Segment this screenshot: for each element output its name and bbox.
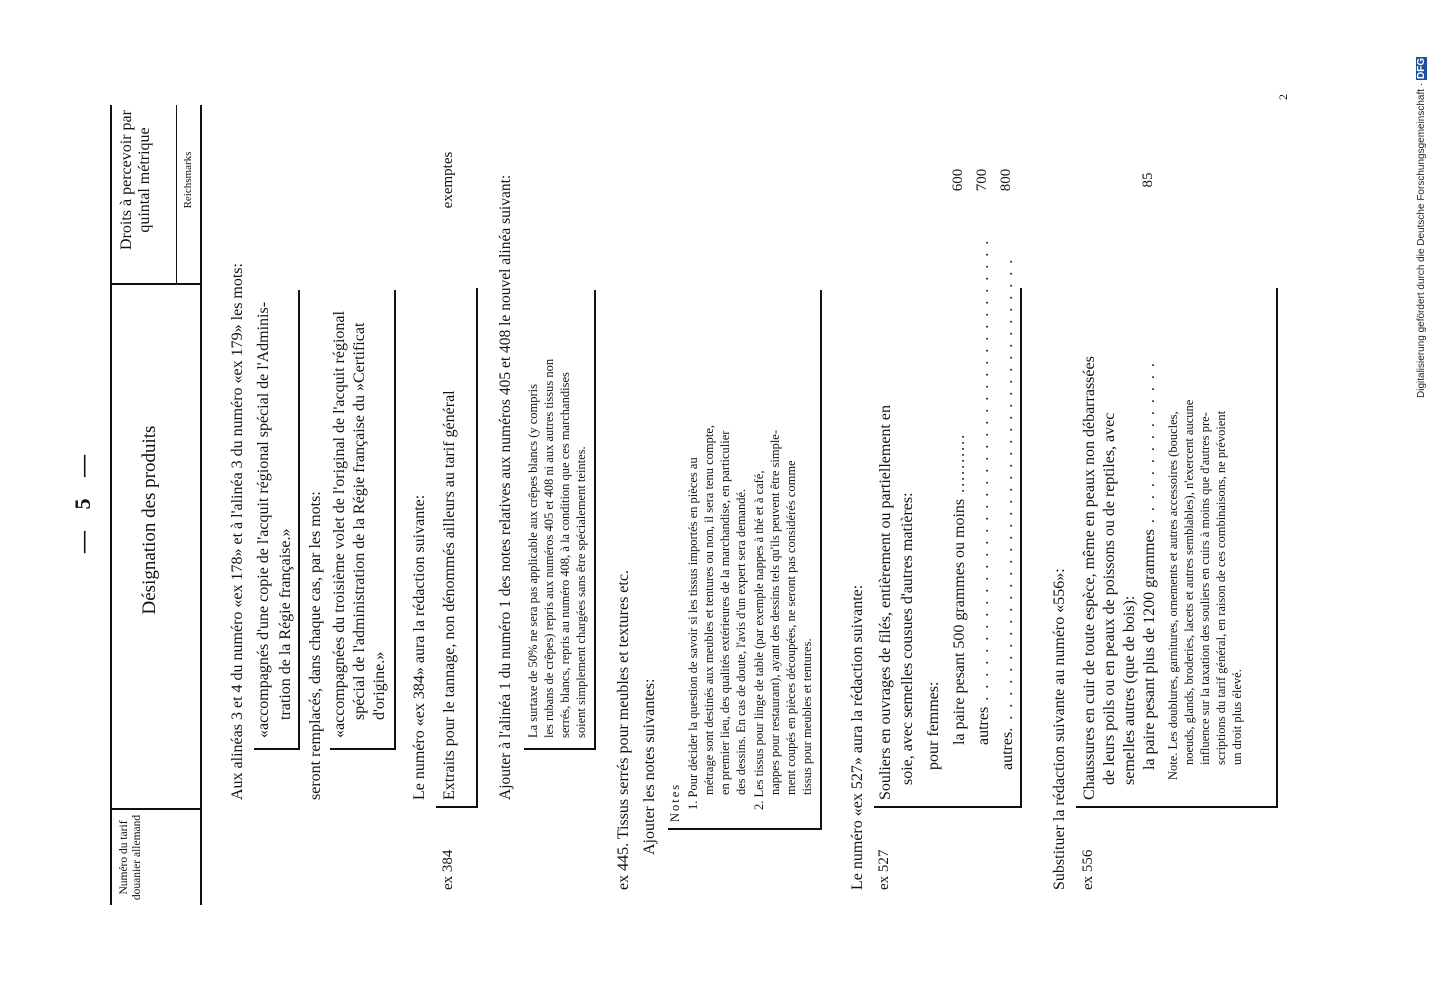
sec5-number: ex 527 <box>876 849 892 890</box>
sec4-n1-l4: des dessins. En cas de doute, l'avis d'un expert sera demandé. <box>734 488 748 795</box>
sec1-replaced: seront remplacés, dans chaque cas, par les mots: <box>307 491 324 800</box>
sec3-note-l1: La surtaxe de 50% ne sera pas applicable aux crêpes blancs (y compris <box>526 383 540 738</box>
sec4-n1-l3: en premier lieu, des qualités extérieures de la marchandise, en particulier <box>718 430 732 795</box>
sec6-l4: la paire pesant plus de 1200 grammes . . . . . . . . . . . . . . <box>1141 361 1158 770</box>
sec4-n1-l1: 1. Pour décider la question de savoir si les tissus importés en pièces au <box>686 457 700 810</box>
sec1-bar-2 <box>330 748 394 750</box>
sec4-title: ex 445. Tissus serrés pour meubles et textures etc. <box>615 570 632 890</box>
sec2-rule <box>476 288 478 808</box>
digitization-credit: Digitalisierung gefördert durch die Deutsche Forschungsgemeinschaft · DFG <box>1416 57 1427 398</box>
sec1-quote1-l2: tration de la Régie française.» <box>277 528 294 720</box>
sec6-duty: 85 <box>1140 172 1156 188</box>
sec3-bar <box>524 748 594 750</box>
sec5-l4: la paire pesant 500 grammes ou moins .......... <box>951 432 968 745</box>
sec4-n2-l2: nappes pour restaurant), ayant des dessins tels qu'ils peuvent être simple- <box>768 429 782 795</box>
sec5-duty-3: 800 <box>998 168 1014 192</box>
sec5-duty-1: 600 <box>950 168 966 192</box>
header-number: Numéro du tarif douanier allemand <box>118 814 143 901</box>
sec2-duty: exemptes <box>440 151 456 209</box>
sec3-intro: Ajouter à l'alinéa 1 du numéro 1 des notes relatives aux numéros 405 et 408 le nouvel alinéa suivant: <box>497 174 514 800</box>
sec4-bar <box>668 828 820 830</box>
sec6-number: ex 556 <box>1080 849 1096 890</box>
sec1-bar-1 <box>254 748 298 750</box>
header-bottom-rule <box>200 105 202 905</box>
sec3-note-l3: serrés, blancs, repris au numéro 408, à la condition que ces marchandises <box>558 372 572 738</box>
sec1-quote2-l1: «accompagnées du troisième volet de l'original de l'acquit régional <box>331 311 348 738</box>
dfg-logo: DFG <box>1416 57 1427 80</box>
sec6-l3: semelles autres (que de bois): <box>1121 595 1138 785</box>
sec6-note-l4: scriptions du tarif général, en raison de ces combinaisons, ne prévoient <box>1214 410 1228 765</box>
sec5-bar <box>874 806 1020 808</box>
sec1-rule-1 <box>298 290 300 750</box>
sec5-l3: pour femmes: <box>925 681 942 770</box>
sec3-note-l4: soient simplement chargées sans être spécialement teintes. <box>574 446 588 738</box>
sec4-rule <box>820 290 822 830</box>
sec2-intro: Le numéro «ex 384» aura la rédaction suivante: <box>411 494 428 800</box>
sec2-number: ex 384 <box>440 849 456 890</box>
sec5-rule <box>1020 288 1022 808</box>
sec6-rule <box>1276 288 1278 808</box>
sec3-rule <box>594 290 596 750</box>
sec5-l5: autres . . . . . . . . . . . . . . . . . . . . . . . . . . . . . . . . . . . . . . . <box>975 238 992 745</box>
sec1-rule-2 <box>394 290 396 750</box>
sec4-n2-l1: 2. Les tissus pour linge de table (par exemple nappes à thé et à café, <box>752 470 766 810</box>
sec6-note-l5: un droit plus élevé. <box>1230 669 1244 765</box>
sec4-n1-l2: métrage sont destinés aux meubles et tentures ou non, il sera tenu compte, <box>702 424 716 795</box>
sec2-text: Extraits pour le tannage, non dénommés ailleurs au tarif général <box>441 390 458 800</box>
sec6-l1: Chaussures en cuir de toute espèce, même en peaux non débarrassées <box>1081 356 1098 800</box>
page-number: — 5 — <box>70 447 95 553</box>
sec6-note-l1: Note. Les doublures, garnitures, ornements et autres accessoires (boucles, <box>1166 411 1180 780</box>
sec1-quote2-l3: d'origine.» <box>371 651 388 720</box>
sec5-l6: autres. . . . . . . . . . . . . . . . . . . . . . . . . . . . . . . . . . . . . . . . <box>999 257 1016 770</box>
sec6-note-l3: influence sur la taxation des souliers en cuirs à moins que d'autres pre- <box>1198 412 1212 765</box>
sec4-n2-l3: ment coupés en pièces découpées, ne seront pas considérés comme <box>784 460 798 795</box>
sec6-note-l2: noeuds, glands, broderies, lacets et autres semblables), n'exercent aucune <box>1182 399 1196 765</box>
sec5-intro: Le numéro «ex 527» aura la rédaction suivante: <box>849 584 866 890</box>
sec3-note-l2: les rubans de crêpes) repris aux numéros 405 et 408 ni aux autres tissus non <box>542 358 556 738</box>
sec1-intro: Aux alinéas 3 et 4 du numéro «ex 178» et à l'alinéa 3 du numéro «ex 179» les mots: <box>229 263 246 800</box>
sec6-intro: Substituer la rédaction suivante au numéro «556»: <box>1051 568 1068 890</box>
footer-mark: 2 <box>1276 94 1290 100</box>
sec2-bar <box>436 806 476 808</box>
header-sep-3 <box>176 105 177 285</box>
sec5-l2: soie, avec semelles cousues d'autres matières: <box>899 492 916 785</box>
sec1-quote2-l2: spécial de l'administration de la Régie française du »Certificat <box>351 322 368 720</box>
sec1-quote1-l1: «accompagnés d'une copie de l'acquit régional spécial de l'Adminis- <box>255 301 272 738</box>
sec4-n2-l4: tissus pour meubles et tentures. <box>800 638 814 795</box>
sec4-notes-label: Notes <box>668 782 682 822</box>
sec6-l2: de leurs poils ou en peaux de poissons ou de reptiles, avec <box>1101 412 1118 785</box>
sec6-bar <box>1076 806 1276 808</box>
sec5-duty-2: 700 <box>974 168 990 192</box>
header-sep-2 <box>110 283 202 285</box>
header-duties: Droits à percevoir par quintal métrique <box>118 110 153 250</box>
header-duties-unit: Reichsmarks <box>182 151 194 209</box>
header-designation: Désignation des produits <box>139 425 160 615</box>
sec5-l1: Souliers en ouvrages de filés, entièrement ou partiellement en <box>877 405 894 800</box>
header-sep-1 <box>110 808 202 810</box>
sec4-add: Ajouter les notes suivantes: <box>641 678 658 855</box>
header-top-rule <box>110 105 112 905</box>
